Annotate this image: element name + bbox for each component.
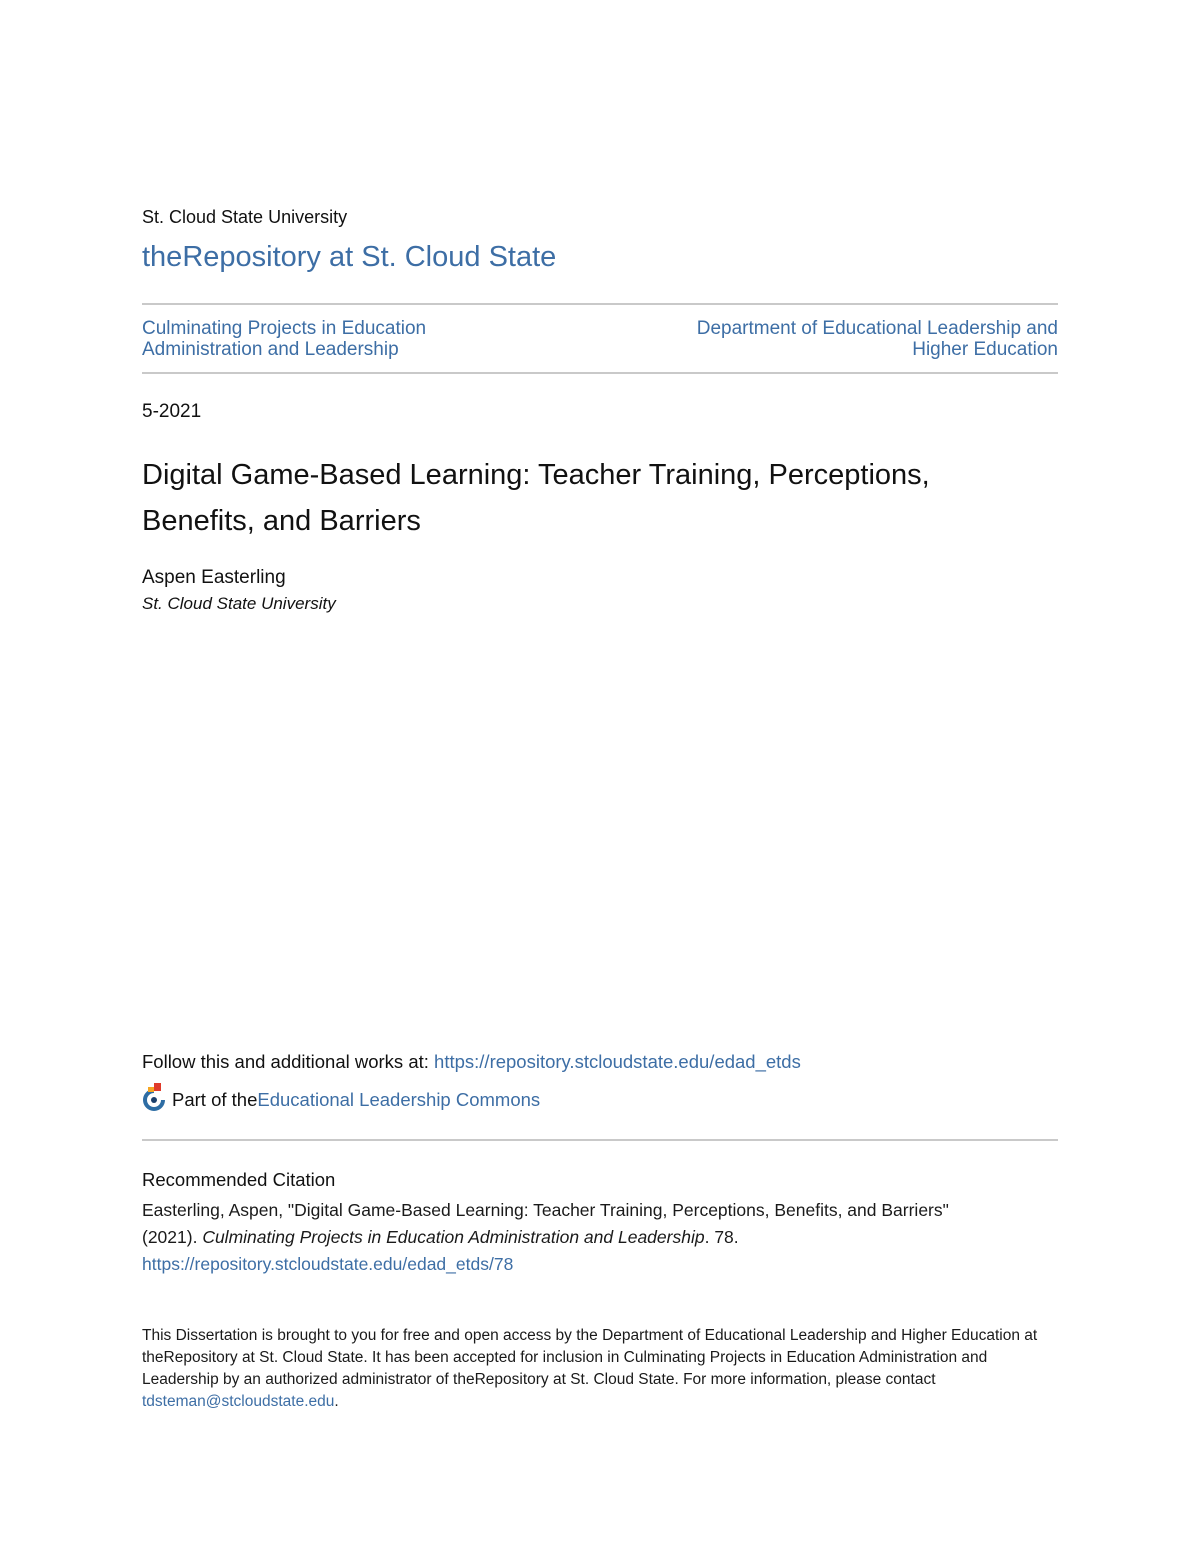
title-line-2: Benefits, and Barriers (142, 505, 421, 537)
department-line-2[interactable]: Higher Education (912, 339, 1058, 360)
department-line-1[interactable]: Department of Educational Leadership and (696, 318, 1058, 339)
title-line-1: Digital Game-Based Learning: Teacher Training, Perceptions, (142, 459, 930, 491)
recommended-citation (142, 1197, 1058, 1278)
repository-link[interactable]: theRepository at St. Cloud State (142, 241, 557, 273)
commons-network-icon (142, 1082, 168, 1112)
citation-heading: Recommended Citation (142, 1169, 336, 1190)
divider-middle (142, 372, 1058, 374)
publication-date: 5-2021 (142, 401, 202, 422)
contact-email-link[interactable]: tdsteman@stcloudstate.edu (142, 1393, 335, 1410)
follow-url-link[interactable]: https://repository.stcloudstate.edu/edad_etds (434, 1051, 801, 1072)
follow-label: Follow this and additional works at: (142, 1051, 435, 1072)
part-of-label: Part of the (172, 1089, 258, 1110)
commons-link[interactable]: Educational Leadership Commons (257, 1089, 541, 1110)
follow-line (142, 1051, 801, 1073)
collection-link[interactable] (142, 318, 562, 360)
divider-top (142, 303, 1058, 305)
author-affiliation: St. Cloud State University (142, 594, 336, 613)
document-title (142, 452, 1058, 544)
collection-line-1[interactable]: Culminating Projects in Education (142, 318, 427, 339)
access-notice (142, 1325, 1042, 1413)
citation-url-link[interactable]: https://repository.stcloudstate.edu/edad_etds/78 (142, 1254, 514, 1274)
notice-text: This Dissertation is brought to you for free and open access by the Department of Educational Leadership and Higher Education at theRepository at St. Cloud State. It has been accepted for inclusion in Culminating Projects in Education Administration and Leadership by an authorized administrator of theRepository at St. Cloud State. For more information, please contact (142, 1327, 1038, 1388)
part-of-line (142, 1081, 540, 1111)
citation-year: (2021). (142, 1227, 203, 1247)
collection-line-2[interactable]: Administration and Leadership (142, 339, 399, 360)
author-name: Aspen Easterling (142, 567, 286, 588)
cover-page (142, 0, 1058, 1553)
citation-number: . 78. (704, 1227, 739, 1247)
citation-series: Culminating Projects in Education Administration and Leadership (202, 1227, 705, 1247)
department-link[interactable] (618, 318, 1058, 360)
notice-end: . (334, 1393, 339, 1410)
divider-bottom (142, 1139, 1058, 1141)
citation-text: Easterling, Aspen, "Digital Game-Based Learning: Teacher Training, Perceptions, Benefits, and Barriers" (142, 1200, 949, 1220)
university-name: St. Cloud State University (142, 207, 348, 227)
